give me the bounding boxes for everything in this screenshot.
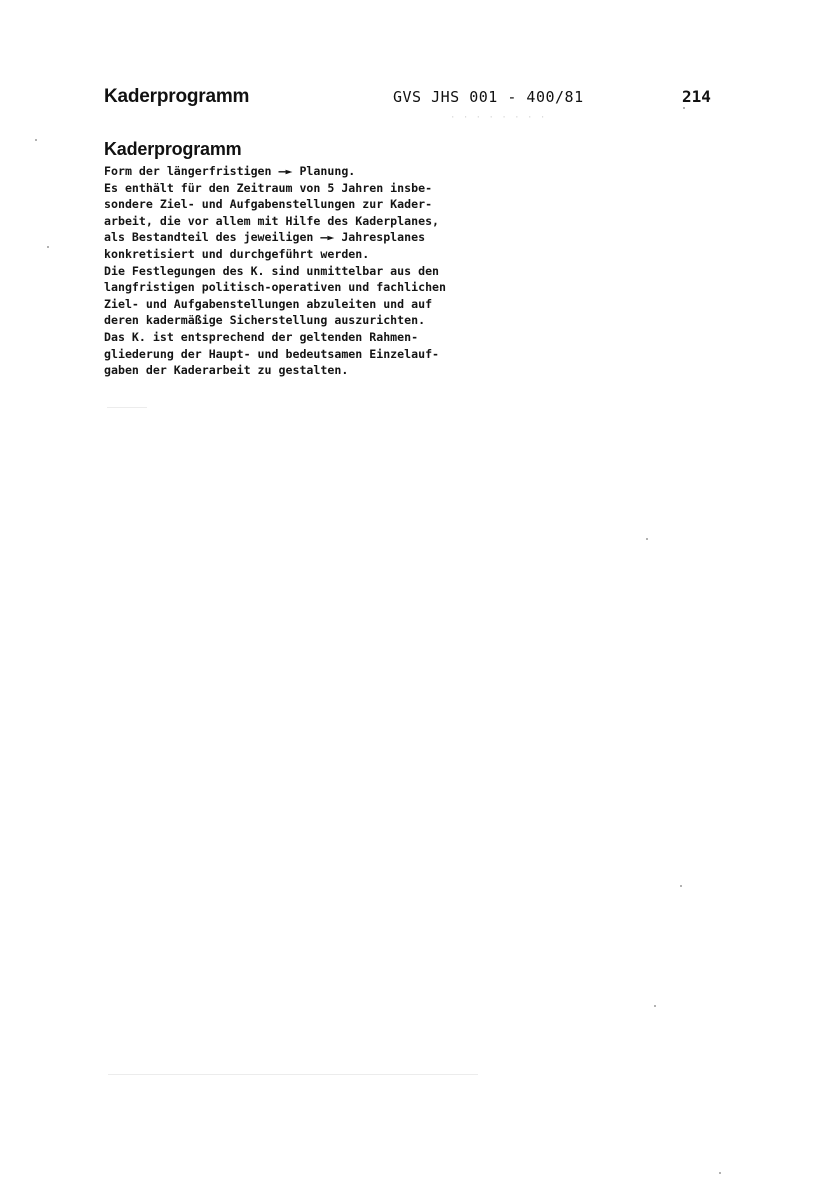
document-reference: GVS JHS 001 - 400/81	[393, 88, 584, 106]
entry-line: Es enthält für den Zeitraum von 5 Jahren insbe-	[104, 180, 433, 195]
entry-line: als Bestandteil des jeweiligen —► Jahresplanes	[104, 230, 426, 245]
entry-body	[104, 163, 446, 379]
scan-speck	[35, 139, 37, 141]
entry-line: Form der längerfristigen —► Planung.	[104, 164, 356, 178]
page-number: 214	[682, 87, 711, 106]
scan-line	[108, 1074, 478, 1075]
entry-line: gaben der Kaderarbeit zu gestalten.	[104, 363, 349, 378]
entry-line: konkretisiert und durchgeführt werden.	[104, 246, 370, 261]
scan-speck	[719, 1172, 721, 1174]
entry-line: Das K. ist entsprechend der geltenden Rahmen-	[104, 329, 419, 344]
scan-line	[107, 407, 147, 408]
faint-stamp: · · · · · · · ·	[450, 113, 547, 123]
scan-speck	[683, 107, 685, 109]
entry-line: Ziel- und Aufgabenstellungen abzuleiten und auf	[104, 296, 433, 311]
entry-line: deren kadermäßige Sicherstellung auszurichten.	[104, 313, 426, 328]
entry-line: gliederung der Haupt- und bedeutsamen Einzelauf-	[104, 346, 440, 361]
entry-line: Die Festlegungen des K. sind unmittelbar aus den	[104, 263, 440, 278]
scan-speck	[646, 538, 648, 540]
scan-speck	[654, 1005, 656, 1007]
scan-speck	[680, 885, 682, 887]
scan-speck	[47, 246, 49, 248]
header-title: Kaderprogramm	[104, 86, 250, 107]
entry-line: sondere Ziel- und Aufgabenstellungen zur Kader-	[104, 197, 433, 212]
entry-title: Kaderprogramm	[104, 139, 242, 159]
entry-line: langfristigen politisch-operativen und fachlichen	[104, 280, 447, 295]
entry-line: arbeit, die vor allem mit Hilfe des Kaderplanes,	[104, 213, 440, 228]
